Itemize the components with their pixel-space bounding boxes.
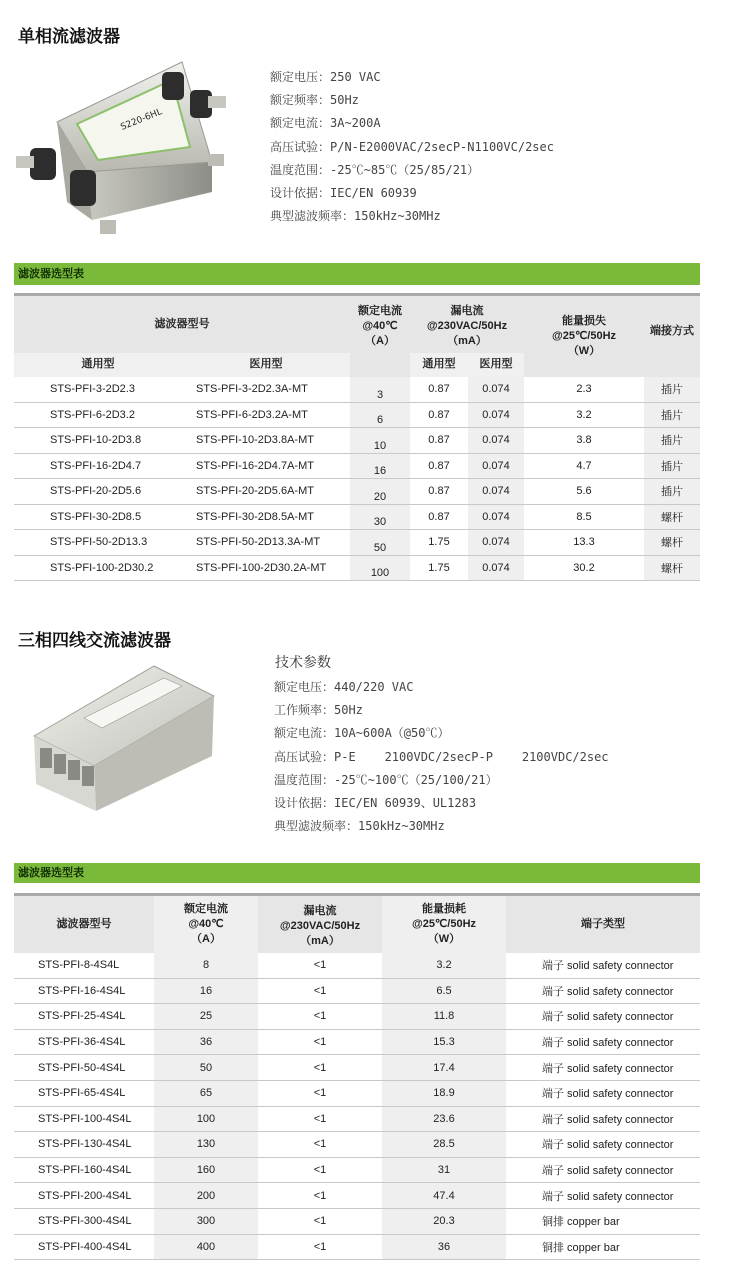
- cell-current: 36: [154, 1029, 258, 1055]
- three-phase-filter-image: [14, 656, 220, 816]
- header-leak-general: 通用型: [410, 353, 468, 377]
- cell-leak: <1: [258, 1106, 382, 1132]
- cell-leak-medical: 0.074: [468, 402, 524, 428]
- cell-leak-medical: 0.074: [468, 530, 524, 556]
- cell-model: STS-PFI-16-4S4L: [14, 978, 154, 1004]
- cell-leak-general: 0.87: [410, 479, 468, 505]
- cell-terminal-type: 端子 solid safety connector: [506, 1106, 700, 1132]
- section2-specs-heading: 技术参数: [275, 655, 331, 671]
- cell-loss: 31: [382, 1157, 506, 1183]
- cell-leak-medical: 0.074: [468, 377, 524, 403]
- spec-line: 典型滤波频率：150kHz~30MHz: [270, 209, 441, 224]
- header-loss: [382, 895, 506, 953]
- cell-medical: STS-PFI-16-2D4.7A-MT: [182, 453, 350, 479]
- cell-loss: 2.3: [524, 377, 644, 403]
- cell-leak: <1: [258, 1208, 382, 1234]
- header-current-line: @40℃: [188, 917, 224, 930]
- cell-medical: STS-PFI-3-2D2.3A-MT: [182, 377, 350, 403]
- cell-leak: <1: [258, 1183, 382, 1209]
- table-row: [14, 402, 700, 428]
- cell-current: 300: [154, 1208, 258, 1234]
- cell-leak-medical: 0.074: [468, 479, 524, 505]
- cell-leak-general: 0.87: [410, 377, 468, 403]
- cell-medical: STS-PFI-100-2D30.2A-MT: [182, 555, 350, 581]
- cell-leak: <1: [258, 1004, 382, 1030]
- table-row: [14, 1004, 700, 1030]
- table-row: [14, 1208, 700, 1234]
- cell-termination: 插片: [644, 402, 700, 428]
- spec-line: 高压试验：P-E 2100VDC/2secP-P 2100VDC/2sec: [274, 749, 609, 764]
- spec-line: 温度范围：-25℃~100℃（25/100/21）: [274, 772, 498, 787]
- cell-terminal-type: 铜排 copper bar: [506, 1234, 700, 1260]
- cell-medical: STS-PFI-30-2D8.5A-MT: [182, 504, 350, 530]
- cell-model: STS-PFI-36-4S4L: [14, 1029, 154, 1055]
- table-row: [14, 1157, 700, 1183]
- cell-model: STS-PFI-25-4S4L: [14, 1004, 154, 1030]
- cell-model: STS-PFI-200-4S4L: [14, 1183, 154, 1209]
- cell-loss: 5.6: [524, 479, 644, 505]
- table-row: [14, 1132, 700, 1158]
- cell-loss: 15.3: [382, 1029, 506, 1055]
- cell-loss: 28.5: [382, 1132, 506, 1158]
- cell-termination: 插片: [644, 428, 700, 454]
- header-loss-line: 能量损失: [562, 314, 607, 327]
- cell-loss: 17.4: [382, 1055, 506, 1081]
- cell-general: STS-PFI-50-2D13.3: [14, 530, 182, 556]
- cell-current: 100: [154, 1106, 258, 1132]
- cell-loss: 18.9: [382, 1080, 506, 1106]
- cell-leak-general: 1.75: [410, 530, 468, 556]
- header-loss: [524, 295, 644, 377]
- cell-leak-general: 0.87: [410, 428, 468, 454]
- cell-terminal-type: 铜排 copper bar: [506, 1208, 700, 1234]
- cell-loss: 4.7: [524, 453, 644, 479]
- cell-current: 50: [154, 1055, 258, 1081]
- cell-terminal-type: 端子 solid safety connector: [506, 1055, 700, 1081]
- cell-current: 25: [154, 1004, 258, 1030]
- cell-terminal-type: 端子 solid safety connector: [506, 1183, 700, 1209]
- cell-medical: STS-PFI-50-2D13.3A-MT: [182, 530, 350, 556]
- header-termination: 端接方式: [644, 295, 700, 377]
- cell-leak: <1: [258, 1055, 382, 1081]
- spec-line: 额定电压：250 VAC: [270, 70, 381, 84]
- header-medical: 医用型: [182, 353, 350, 377]
- cell-loss: 47.4: [382, 1183, 506, 1209]
- cell-termination: 螺杆: [644, 530, 700, 556]
- cell-current: 65: [154, 1080, 258, 1106]
- cell-leak-medical: 0.074: [468, 555, 524, 581]
- cell-general: STS-PFI-20-2D5.6: [14, 479, 182, 505]
- cell-terminal-type: 端子 solid safety connector: [506, 1132, 700, 1158]
- cell-loss: 3.2: [382, 953, 506, 979]
- cell-leak-medical: 0.074: [468, 428, 524, 454]
- cell-terminal-type: 端子 solid safety connector: [506, 953, 700, 979]
- spec-line: 额定频率：50Hz: [270, 93, 359, 108]
- header-loss-line: （W）: [567, 344, 601, 357]
- header-loss-line: （W）: [427, 932, 461, 945]
- cell-loss: 6.5: [382, 978, 506, 1004]
- cell-terminal-type: 端子 solid safety connector: [506, 1004, 700, 1030]
- cell-general: STS-PFI-16-2D4.7: [14, 453, 182, 479]
- cell-model: STS-PFI-160-4S4L: [14, 1157, 154, 1183]
- header-current-line: 额定电流: [358, 305, 402, 317]
- cell-model: STS-PFI-130-4S4L: [14, 1132, 154, 1158]
- cell-leak: <1: [258, 1132, 382, 1158]
- cell-current: 16: [350, 453, 410, 479]
- spec-line: 额定电压：440/220 VAC: [274, 680, 414, 694]
- cell-loss: 23.6: [382, 1106, 506, 1132]
- section1-specs: [270, 66, 554, 228]
- cell-leak: <1: [258, 978, 382, 1004]
- cell-medical: STS-PFI-6-2D3.2A-MT: [182, 402, 350, 428]
- spec-line: 额定电流：10A~600A（@50℃）: [274, 726, 450, 741]
- cell-loss: 3.2: [524, 402, 644, 428]
- spec-line: 设计依据：IEC/EN 60939: [270, 186, 417, 201]
- cell-leak-medical: 0.074: [468, 453, 524, 479]
- header-current-line: （A）: [365, 335, 395, 347]
- header-leak: [258, 895, 382, 953]
- table-row: [14, 978, 700, 1004]
- table-row: [14, 377, 700, 403]
- table-row: [14, 1183, 700, 1209]
- cell-terminal-type: 端子 solid safety connector: [506, 978, 700, 1004]
- section1-table-body: [14, 377, 700, 581]
- cell-leak: <1: [258, 953, 382, 979]
- cell-general: STS-PFI-100-2D30.2: [14, 555, 182, 581]
- cell-current: 10: [350, 428, 410, 454]
- section2-title: 三相四线交流滤波器: [18, 631, 171, 651]
- cell-loss: 13.3: [524, 530, 644, 556]
- cell-current: 100: [350, 555, 410, 581]
- header-leak-line: @230VAC/50Hz: [426, 320, 508, 332]
- header-loss-line: @25℃/50Hz: [411, 917, 477, 930]
- cell-current: 16: [154, 978, 258, 1004]
- table-row: [14, 1234, 700, 1260]
- cell-loss: 20.3: [382, 1208, 506, 1234]
- cell-current: 20: [350, 479, 410, 505]
- spec-line: 额定电流：3A~200A: [270, 116, 381, 131]
- spec-line: 工作频率：50Hz: [274, 703, 363, 718]
- cell-leak: <1: [258, 1029, 382, 1055]
- cell-terminal-type: 端子 solid safety connector: [506, 1157, 700, 1183]
- cell-current: 6: [350, 402, 410, 428]
- table-row: [14, 479, 700, 505]
- spec-line: 设计依据：IEC/EN 60939、UL1283: [274, 796, 477, 811]
- header-loss-line: 能量损耗: [422, 902, 466, 915]
- spec-line: 高压试验：P/N-E2000VAC/2secP-N1100VC/2sec: [270, 139, 554, 154]
- cell-leak: <1: [258, 1157, 382, 1183]
- cell-loss: 30.2: [524, 555, 644, 581]
- cell-termination: 插片: [644, 453, 700, 479]
- cell-loss: 8.5: [524, 504, 644, 530]
- cell-current: 130: [154, 1132, 258, 1158]
- spec-line: 温度范围：-25℃~85℃（25/85/21）: [270, 162, 480, 177]
- cell-current: 50: [350, 530, 410, 556]
- cell-model: STS-PFI-400-4S4L: [14, 1234, 154, 1260]
- header-leak-line: （mA）: [300, 935, 340, 947]
- cell-model: STS-PFI-8-4S4L: [14, 953, 154, 979]
- cell-leak: <1: [258, 1080, 382, 1106]
- section2-table: [14, 893, 700, 1260]
- header-model: 滤波器型号: [14, 895, 154, 953]
- cell-model: STS-PFI-50-4S4L: [14, 1055, 154, 1081]
- cell-leak-general: 0.87: [410, 402, 468, 428]
- table-row: [14, 1029, 700, 1055]
- cell-terminal-type: 端子 solid safety connector: [506, 1080, 700, 1106]
- section2-specs: [274, 676, 609, 838]
- cell-model: STS-PFI-300-4S4L: [14, 1208, 154, 1234]
- header-current: [154, 895, 258, 953]
- table-row: [14, 1106, 700, 1132]
- cell-current: 3: [350, 377, 410, 403]
- cell-termination: 插片: [644, 479, 700, 505]
- cell-leak-medical: 0.074: [468, 504, 524, 530]
- header-leak-line: 漏电流: [303, 905, 337, 917]
- cell-loss: 11.8: [382, 1004, 506, 1030]
- table-row: [14, 530, 700, 556]
- header-current-line: 额定电流: [184, 902, 228, 915]
- header-leak: [410, 295, 524, 353]
- section2-bar-title: 滤波器选型表: [14, 863, 700, 883]
- cell-termination: 螺杆: [644, 555, 700, 581]
- cell-medical: STS-PFI-20-2D5.6A-MT: [182, 479, 350, 505]
- header-current-line: @40℃: [362, 320, 398, 332]
- cell-general: STS-PFI-30-2D8.5: [14, 504, 182, 530]
- table-row: [14, 555, 700, 581]
- header-model: 滤波器型号: [14, 295, 350, 353]
- cell-loss: 3.8: [524, 428, 644, 454]
- header-leak-line: （mA）: [447, 335, 487, 347]
- cell-terminal-type: 端子 solid safety connector: [506, 1029, 700, 1055]
- cell-termination: 螺杆: [644, 504, 700, 530]
- table-row: [14, 1055, 700, 1081]
- header-current-line: （A）: [191, 932, 221, 945]
- cell-model: STS-PFI-100-4S4L: [14, 1106, 154, 1132]
- cell-current: 30: [350, 504, 410, 530]
- cell-termination: 插片: [644, 377, 700, 403]
- section2-table-body: [14, 953, 700, 1260]
- header-terminal-type: 端子类型: [506, 895, 700, 953]
- header-general: 通用型: [14, 353, 182, 377]
- cell-model: STS-PFI-65-4S4L: [14, 1080, 154, 1106]
- header-current: [350, 295, 410, 377]
- section1-title: 单相流滤波器: [18, 27, 120, 47]
- cell-leak-general: 1.75: [410, 555, 468, 581]
- cell-leak-general: 0.87: [410, 504, 468, 530]
- cell-general: STS-PFI-6-2D3.2: [14, 402, 182, 428]
- header-leak-line: @230VAC/50Hz: [279, 920, 361, 932]
- table-row: [14, 953, 700, 979]
- table-row: [14, 428, 700, 454]
- cell-general: STS-PFI-10-2D3.8: [14, 428, 182, 454]
- header-leak-medical: 医用型: [468, 353, 524, 377]
- cell-loss: 36: [382, 1234, 506, 1260]
- table-row: [14, 504, 700, 530]
- cell-current: 160: [154, 1157, 258, 1183]
- header-leak-line: 漏电流: [450, 305, 484, 317]
- single-phase-filter-image: [12, 52, 240, 242]
- cell-general: STS-PFI-3-2D2.3: [14, 377, 182, 403]
- section1-bar-title: 滤波器选型表: [14, 263, 700, 285]
- table-row: [14, 1080, 700, 1106]
- header-loss-line: @25℃/50Hz: [551, 329, 617, 342]
- section1-table: [14, 293, 700, 581]
- cell-current: 200: [154, 1183, 258, 1209]
- table-row: [14, 453, 700, 479]
- spec-line: 典型滤波频率：150kHz~30MHz: [274, 819, 445, 834]
- cell-leak: <1: [258, 1234, 382, 1260]
- cell-current: 8: [154, 953, 258, 979]
- cell-leak-general: 0.87: [410, 453, 468, 479]
- cell-medical: STS-PFI-10-2D3.8A-MT: [182, 428, 350, 454]
- product-label-text: S220-6HL: [119, 107, 164, 133]
- cell-current: 400: [154, 1234, 258, 1260]
